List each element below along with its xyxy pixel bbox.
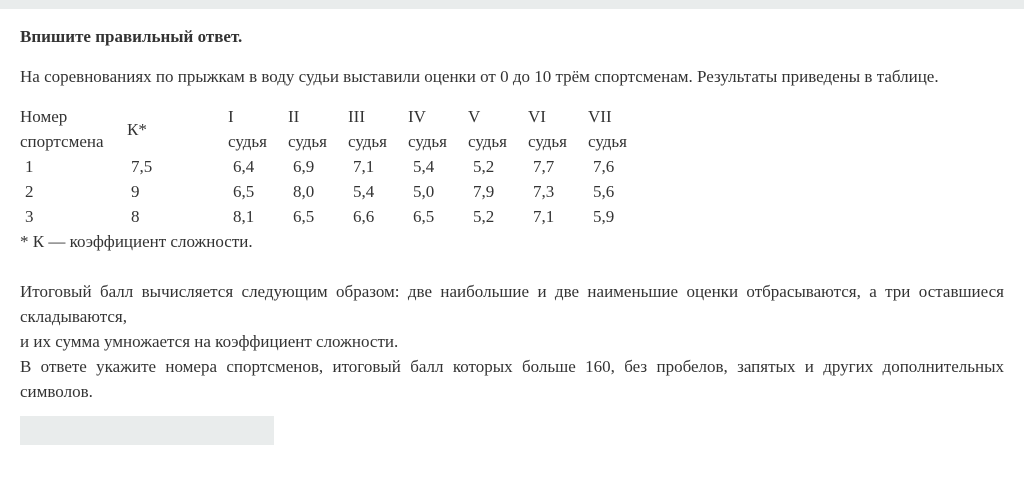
header-judge: II	[288, 107, 300, 126]
header-judge: IV	[408, 107, 426, 126]
score-cell: 8,1	[233, 207, 255, 226]
athlete-k: 8	[131, 207, 140, 226]
top-bar	[0, 0, 1024, 9]
score-cell: 7,6	[593, 157, 615, 176]
task-heading: Впишите правильный ответ.	[20, 27, 243, 46]
task-content	[20, 24, 1004, 445]
header-judge: I	[228, 107, 234, 126]
header-judge-label: судья	[468, 132, 507, 151]
score-cell: 6,5	[233, 182, 255, 201]
score-cell: 5,9	[593, 207, 615, 226]
answer-input[interactable]	[20, 416, 274, 445]
header-judge-label: судья	[528, 132, 567, 151]
task-intro: На соревнованиях по прыжкам в воду судьи выставили оценки от 0 до 10 трём спортсменам. Результаты приведены в таблице.	[20, 67, 939, 86]
score-cell: 5,0	[413, 182, 435, 201]
header-judge-label: судья	[408, 132, 447, 151]
score-cell: 7,3	[533, 182, 555, 201]
header-judge-label: судья	[288, 132, 327, 151]
score-cell: 5,4	[353, 182, 375, 201]
table-row	[20, 154, 648, 179]
score-cell: 7,9	[473, 182, 495, 201]
athlete-number: 3	[25, 207, 34, 226]
athlete-k: 9	[131, 182, 140, 201]
header-judge: III	[348, 107, 365, 126]
score-cell: 7,1	[533, 207, 555, 226]
score-cell: 6,9	[293, 157, 315, 176]
score-cell: 8,0	[293, 182, 315, 201]
score-cell: 6,6	[353, 207, 375, 226]
athlete-k: 7,5	[131, 157, 153, 176]
score-cell: 5,4	[413, 157, 435, 176]
score-cell: 5,2	[473, 157, 495, 176]
athlete-number: 2	[25, 182, 34, 201]
table-row	[20, 204, 648, 229]
header-judge-label: судья	[588, 132, 627, 151]
score-cell: 7,1	[353, 157, 375, 176]
score-cell: 6,4	[233, 157, 255, 176]
header-k: К*	[127, 119, 147, 139]
score-cell: 6,5	[293, 207, 315, 226]
instruction-paragraph: В ответе укажите номера спортсменов, итоговый балл которых больше 160, без пробелов, запятых и других дополнительных символов.	[20, 357, 1004, 401]
footnote: * К — коэффициент сложности.	[20, 232, 253, 251]
header-judge: VII	[588, 107, 612, 126]
spacer	[20, 254, 1004, 279]
scores-table	[20, 104, 648, 229]
score-cell: 5,6	[593, 182, 615, 201]
table-header-row	[20, 129, 648, 154]
instruction-paragraph: и их сумма умножается на коэффициент сложности.	[20, 332, 399, 351]
table-header-row	[20, 104, 648, 129]
header-judge-label: судья	[228, 132, 267, 151]
header-judge: V	[468, 107, 481, 126]
header-judge: VI	[528, 107, 546, 126]
header-athlete-label: спортсмена	[20, 132, 104, 151]
athlete-number: 1	[25, 157, 34, 176]
score-cell: 7,7	[533, 157, 555, 176]
header-athlete-number: Номер	[20, 107, 68, 126]
instruction-paragraph: Итоговый балл вычисляется следующим образом: две наибольшие и две наименьшие оценки отбрасываются, а три оставшиеся складываются,	[20, 282, 1004, 326]
score-cell: 5,2	[473, 207, 495, 226]
header-judge-label: судья	[348, 132, 387, 151]
table-row	[20, 179, 648, 204]
score-cell: 6,5	[413, 207, 435, 226]
